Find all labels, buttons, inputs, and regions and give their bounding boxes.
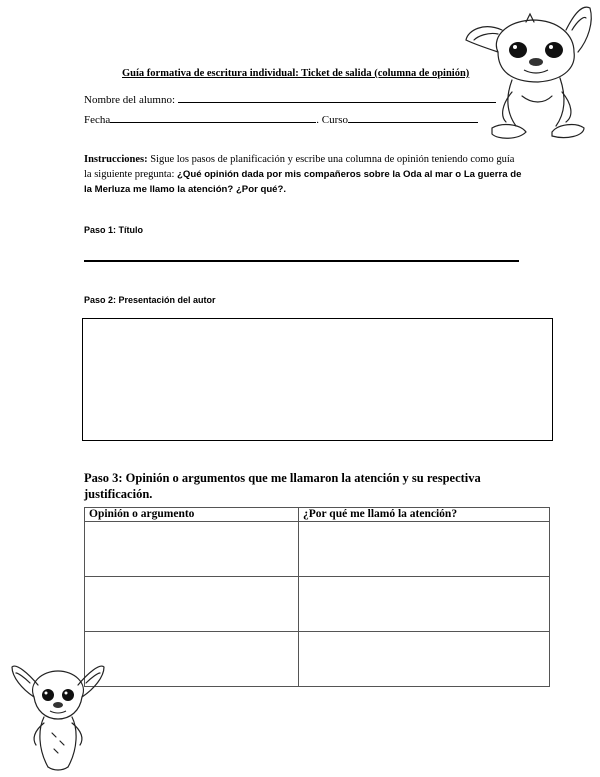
table-row xyxy=(85,632,550,687)
table-cell-reason[interactable] xyxy=(299,522,550,577)
student-name-field[interactable] xyxy=(178,92,496,103)
course-field[interactable] xyxy=(348,112,478,123)
table-cell-reason[interactable] xyxy=(299,577,550,632)
instructions-text: Sigue los pasos de planificación y escribe una columna de opinión teniendo como guía la siguiente pregunta: xyxy=(84,154,515,180)
step2-label: Paso 2: Presentación del autor xyxy=(84,295,216,305)
instructions-label: Instrucciones: xyxy=(84,154,148,165)
date-label: Fecha xyxy=(84,114,111,126)
table-row xyxy=(85,522,550,577)
instructions-question: ¿Qué opinión dada por mis compañeros sobre la Oda al mar o La guerra de la Merluza me llamo la atención? ¿Por qué?. xyxy=(84,169,522,195)
table-header-reason: ¿Por qué me llamó la atención? xyxy=(299,508,550,522)
course-label: . Curso xyxy=(316,114,349,126)
student-name-label: Nombre del alumno: xyxy=(84,94,176,106)
date-field[interactable] xyxy=(110,112,316,123)
table-row xyxy=(85,577,550,632)
step1-label: Paso 1: Título xyxy=(84,225,144,235)
stitch-standing-icon xyxy=(8,655,108,773)
step2-author-box[interactable] xyxy=(82,318,553,441)
table-header-row xyxy=(85,508,550,522)
table-cell-reason[interactable] xyxy=(299,632,550,687)
table-header-opinion: Opinión o argumento xyxy=(85,508,299,522)
table-cell-opinion[interactable] xyxy=(85,577,299,632)
student-name-row xyxy=(84,92,496,106)
date-course-row xyxy=(84,112,478,126)
instructions xyxy=(84,152,524,197)
document-title: Guía formativa de escritura individual: Ticket de salida (columna de opinión) xyxy=(122,68,470,79)
table-cell-opinion[interactable] xyxy=(85,632,299,687)
opinion-table xyxy=(84,507,550,687)
step3-label: Paso 3: Opinión o argumentos que me llamaron la atención y su respectiva justificación. xyxy=(84,471,481,501)
step1-title-line[interactable] xyxy=(84,260,519,262)
table-cell-opinion[interactable] xyxy=(85,522,299,577)
stitch-sitting-icon xyxy=(462,0,600,150)
